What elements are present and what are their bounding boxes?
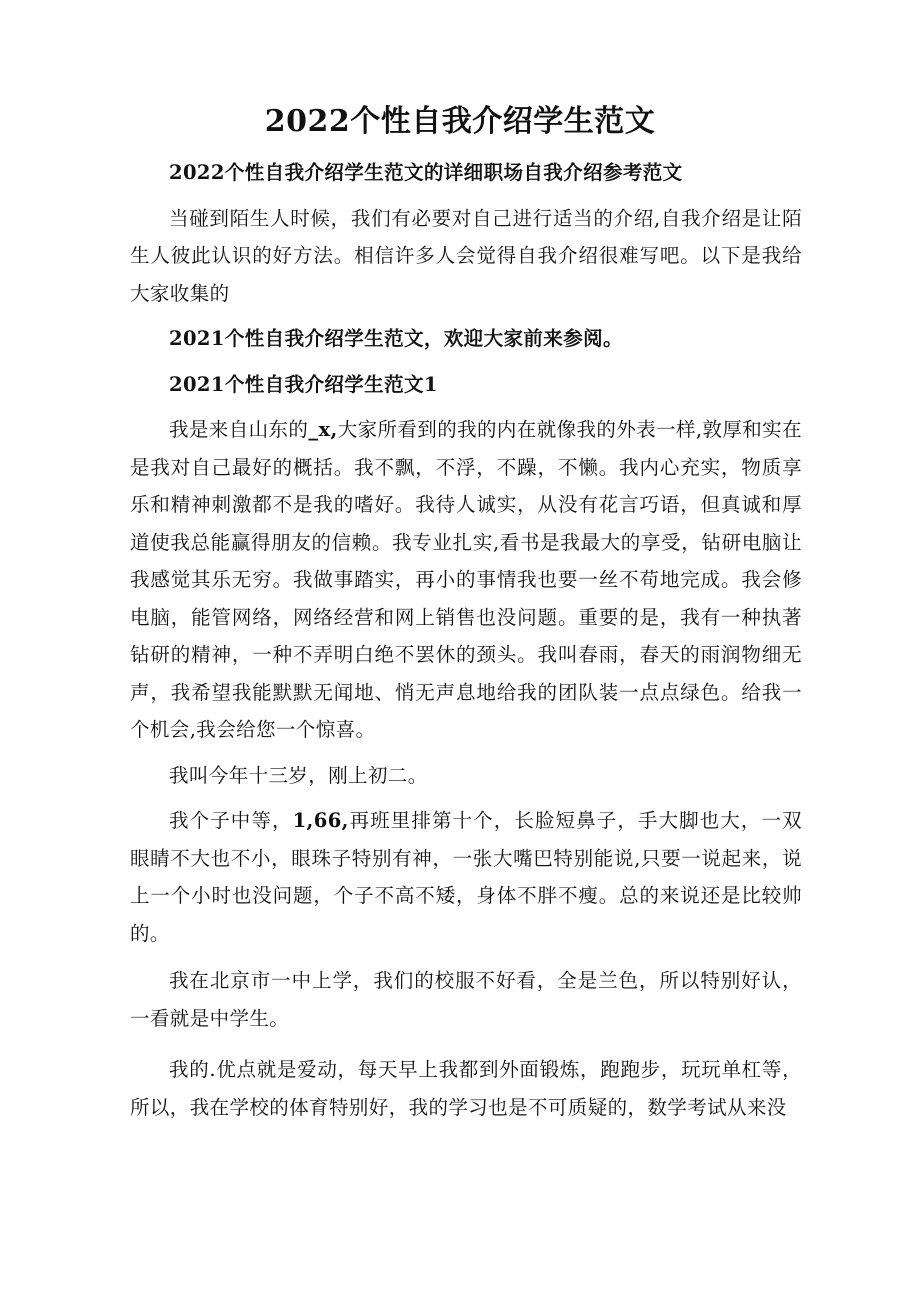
paragraph-1-bold: _x, (308, 418, 338, 441)
paragraph-1-rest: 大家所看到的我的内在就像我的外表一样,敦厚和实在是我对自己最好的概括。我不飘，不浮，不躁，不懒。我内心充实，物质享乐和精神刺激都不是我的嗜好。我待人诚实，从没有花言巧语，但真诚和厚道使我总能赢得朋友的信赖。我专业扎实,看书是我最大的享受，钻研电脑让我感觉其乐无穷。我做事踏实，再小的事情我也要一丝不苟地完成。我会修电脑，能管网络，网络经营和网上销售也没问题。重要的是，我有一种执著钻研的精神，一种不弄明白绝不罢休的颈头。我叫春雨，春天的雨润物细无声，我希望我能默默无闻地、悄无声息地给我的团队装一点点绿色。给我一个机会,我会给您一个惊喜。 (130, 418, 802, 741)
document-body (130, 154, 802, 1126)
paragraph-3-lead: 我个子中等， (169, 809, 293, 832)
document-subtitle: 2022个性自我介绍学生范文的详细职场自我介绍参考范文 (169, 161, 683, 184)
paragraph-3-rest: 再班里排第十个，长脸短鼻子，手大脚也大，一双眼睛不大也不小，眼珠子特别有神，一张大嘴巴特别能说,只要一说起来，说上一个小时也没问题，个子不高不矮，身体不胖不瘦。总的来说还是比较帅的。 (130, 809, 802, 945)
paragraph-3 (130, 802, 802, 952)
paragraph-5: 我的.优点就是爱动，每天早上我都到外面锻炼，跑跑步，玩玩单杠等，所以，我在学校的体育特别好，我的学习也是不可质疑的，数学考试从来没 (130, 1058, 802, 1119)
paragraph-2: 我叫今年十三岁，刚上初二。 (169, 763, 428, 787)
paragraph-1-lead: 我是来自山东的 (169, 418, 309, 441)
document-title: 2022个性自我介绍学生范文 (264, 104, 656, 139)
intro-paragraph-2: 2021个性自我介绍学生范文，欢迎大家前来参阅。 (169, 327, 623, 350)
paragraph-3-bold: 1,66, (292, 809, 349, 832)
paragraph-4: 我在北京市一中上学，我们的校服不好看，全是兰色，所以特别好认，一看就是中学生。 (130, 969, 802, 1030)
paragraph-1 (130, 411, 802, 749)
intro-paragraph: 当碰到陌生人时候，我们有必要对自己进行适当的介绍,自我介绍是让陌生人彼此认识的好方法。相信许多人会觉得自我介绍很难写吧。以下是我给大家收集的 (130, 206, 802, 305)
section-heading-1: 2021个性自我介绍学生范文1 (169, 372, 438, 396)
